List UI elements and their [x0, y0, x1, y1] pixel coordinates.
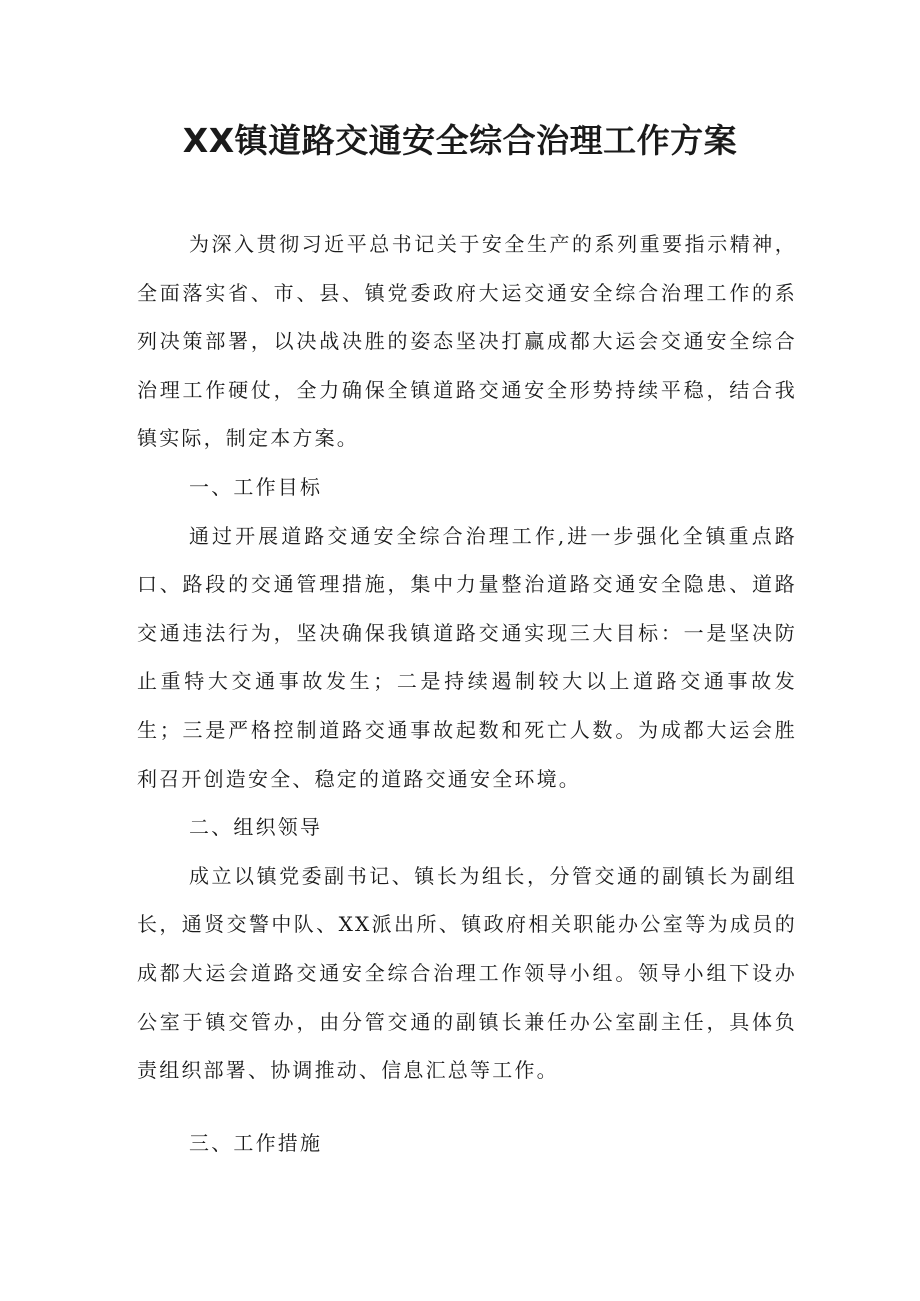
- document-title: XX镇道路交通安全综合治理工作方案: [182, 121, 738, 160]
- document-body: [137, 220, 797, 1167]
- section-paragraph-organization: 成立以镇党委副书记、镇长为组长，分管交通的副镇长为副组长，通贤交警中队、XX派出所、镇政府相关职能办公室等为成员的成都大运会道路交通安全综合治理工作领导小组。领导小组下设办公室于镇交管办，由分管交通的副镇长兼任办公室副主任，具体负责组织部署、协调推动、信息汇总等工作。: [137, 863, 797, 1083]
- section-heading-organization: 二、组织领导: [189, 815, 323, 840]
- section-paragraph-goals: 通过开展道路交通安全综合治理工作,进一步强化全镇重点路口、路段的交通管理措施，集中力量整治道路交通安全隐患、道路交通违法行为，坚决确保我镇道路交通实现三大目标：一是坚决防止重特大交通事故发生；二是持续遏制较大以上道路交通事故发生；三是严格控制道路交通事故起数和死亡人数。为成都大运会胜利召开创造安全、稳定的道路交通安全环境。: [137, 523, 797, 791]
- intro-paragraph: 为深入贯彻习近平总书记关于安全生产的系列重要指示精神，全面落实省、市、县、镇党委政府大运交通安全综合治理工作的系列决策部署，以决战决胜的姿态坚决打赢成都大运会交通安全综合治理工作硬仗，全力确保全镇道路交通安全形势持续平稳，结合我镇实际，制定本方案。: [137, 232, 797, 451]
- section-heading-measures: 三、工作措施: [189, 1130, 323, 1155]
- section-heading-goals: 一、工作目标: [189, 474, 323, 499]
